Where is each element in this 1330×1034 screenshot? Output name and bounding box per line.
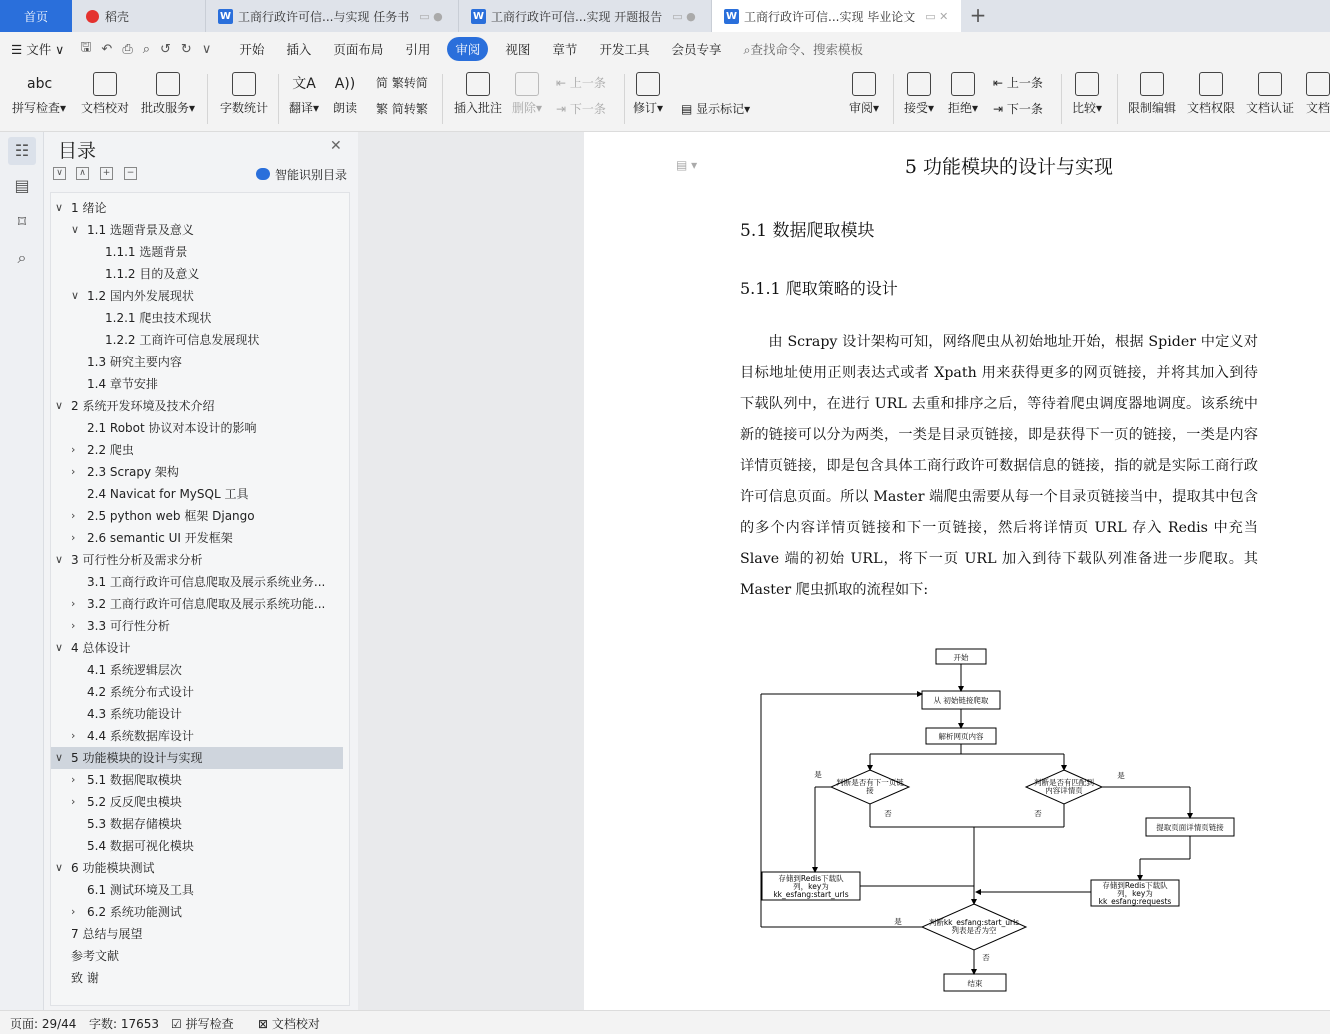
toc-item-label: 4.3 系统功能设计	[87, 707, 182, 721]
ribbon-divider	[624, 74, 625, 124]
search-icon: ⌕	[743, 42, 751, 57]
menu-bar	[0, 32, 1330, 66]
reject-icon	[951, 72, 975, 96]
toc-item-label: 6 功能模块测试	[71, 861, 155, 875]
toc-item-label: 5.1 数据爬取模块	[87, 773, 182, 787]
toc-item-label: 2.4 Navicat for MySQL 工具	[87, 487, 249, 501]
toc-item[interactable]	[51, 813, 343, 835]
status-proofread[interactable]	[258, 1015, 320, 1032]
add-heading-icon[interactable]: +	[100, 167, 113, 180]
compare-label: 比较	[1072, 101, 1097, 115]
insert-comment-button[interactable]	[454, 72, 502, 116]
toc-item[interactable]	[51, 527, 343, 549]
toc-item[interactable]	[51, 417, 343, 439]
toc-item[interactable]	[51, 351, 343, 373]
compare-button[interactable]: 比较▾	[1072, 72, 1102, 116]
toc-item-label: 4.1 系统逻辑层次	[87, 663, 182, 677]
toc-item[interactable]	[51, 879, 343, 901]
permission-icon	[1199, 72, 1223, 96]
next-change-label: 下一条	[1006, 102, 1043, 116]
flow-no-label-2: 否	[1034, 809, 1042, 818]
tab-home[interactable]	[0, 0, 72, 32]
next-change-button[interactable]	[993, 100, 1043, 117]
redo-icon[interactable]: ↻	[180, 41, 192, 57]
toc-item[interactable]	[51, 769, 343, 791]
translate-button[interactable]: 文A 翻译▾	[289, 72, 319, 116]
toc-item[interactable]	[51, 637, 343, 659]
flow-no-label-1: 否	[884, 809, 892, 818]
tab-doc-task[interactable]	[205, 0, 455, 32]
simp-to-trad-label: 简转繁	[391, 102, 428, 116]
comment-delete-icon	[515, 72, 539, 96]
proof-box-icon: ⊠	[258, 1017, 272, 1031]
toc-item[interactable]	[51, 593, 343, 615]
delete-comment-label: 删除	[512, 101, 537, 115]
menu-insert[interactable]: 插入	[286, 42, 312, 57]
track-changes-icon	[636, 72, 660, 96]
accept-label: 接受	[904, 101, 929, 115]
toc-item-label: 1.2 国内外发展现状	[87, 289, 194, 303]
flow-parse-text: 解析网页内容	[938, 732, 984, 741]
toc-item-label: 1.1 选题背景及意义	[87, 223, 194, 237]
review-pane-icon	[852, 72, 876, 96]
status-proof-label: 文档校对	[271, 1017, 320, 1031]
correction-service-button[interactable]: 批改服务▾	[141, 72, 195, 116]
toc-item-label: 1.1.2 目的及意义	[105, 267, 200, 281]
status-bar	[0, 1010, 1330, 1034]
doc-certify-label: 文档认证	[1246, 101, 1295, 115]
next-comment-icon: ⇥	[556, 102, 570, 116]
toc-item[interactable]	[51, 461, 343, 483]
toc-item[interactable]	[51, 857, 343, 879]
toc-item[interactable]	[51, 835, 343, 857]
toc-item[interactable]	[51, 197, 343, 219]
abc-icon: abc	[27, 76, 53, 92]
menu-chapter[interactable]: 章节	[552, 42, 578, 57]
preview-icon[interactable]: ⌕	[142, 41, 150, 57]
translate-label: 翻译	[289, 101, 314, 115]
chevron-right-icon[interactable]: ›	[71, 795, 76, 808]
toc-item-label: 4 总体设计	[71, 641, 131, 655]
toc-item[interactable]	[51, 329, 343, 351]
chevron-right-icon[interactable]: ›	[71, 597, 76, 610]
undo-history-icon[interactable]: ↶	[101, 41, 113, 57]
review-pane-label: 审阅	[849, 101, 874, 115]
expand-up-icon[interactable]: ∧	[76, 167, 89, 180]
toc-item-label: 5 功能模块的设计与实现	[71, 751, 203, 765]
toc-item[interactable]	[51, 241, 343, 263]
chapter-nav-icon[interactable]: ▤	[14, 176, 30, 195]
word-doc-icon: W	[472, 10, 485, 22]
tab-daoke[interactable]	[72, 0, 198, 32]
flow-store-start-text-1: 存储到Redis下载队	[778, 874, 844, 883]
toc-item-label: 参考文献	[71, 949, 120, 963]
status-spell-label: 拼写检查	[185, 1017, 234, 1031]
checkbox-icon: ☑	[171, 1017, 186, 1031]
chevron-right-icon[interactable]: ›	[71, 729, 76, 742]
flow-store-req-text-1: 存储到Redis下载队	[1102, 881, 1168, 890]
toc-item-label: 3.2 工商行政许可信息爬取及展示系统功能...	[87, 597, 326, 611]
ribbon-divider	[442, 74, 443, 124]
chevron-down-icon[interactable]: ∨	[55, 399, 64, 412]
toc-item[interactable]	[51, 395, 343, 417]
correction-icon	[156, 72, 180, 96]
simp-to-trad-button[interactable]	[376, 100, 428, 117]
toc-item-label: 6.1 测试环境及工具	[87, 883, 194, 897]
page-doc-icon[interactable]: ▤ ▾	[676, 158, 698, 172]
flow-extract-text: 提取页面详情页链接	[1156, 823, 1224, 832]
toc-item-label: 2.6 semantic UI 开发框架	[87, 531, 233, 545]
flow-no-label-3: 否	[982, 953, 990, 962]
compare-icon	[1075, 72, 1099, 96]
toc-item[interactable]	[51, 373, 343, 395]
toc-item[interactable]	[51, 483, 343, 505]
read-aloud-label: 朗读	[333, 101, 358, 115]
smart-toc-label: 智能识别目录	[275, 168, 348, 182]
status-spell-check[interactable]	[171, 1015, 234, 1032]
chevron-down-icon[interactable]: ∨	[55, 861, 64, 874]
doc-more-button[interactable]	[1306, 72, 1330, 116]
chevron-down-icon[interactable]: ∨	[55, 641, 64, 654]
reject-label: 拒绝	[948, 101, 973, 115]
next-change-icon: ⇥	[993, 102, 1007, 116]
lock-icon	[1140, 72, 1164, 96]
tab-doc-proposal-label: 工商行政许可信...实现 开题报告	[491, 9, 663, 24]
page-indicator[interactable]: 页面: 29/44	[10, 1017, 77, 1031]
show-markup-button[interactable]: ▤ 显示标记▾	[681, 102, 751, 116]
menu-start[interactable]: 开始	[239, 42, 265, 57]
menu-review[interactable]: 审阅	[447, 37, 488, 61]
toc-item-label: 6.2 系统功能测试	[87, 905, 182, 919]
read-aloud-button[interactable]	[333, 72, 357, 116]
flow-judge-detail-text-2: 内容详情页	[1045, 786, 1083, 795]
tab-doc-task-label: 工商行政许可信...与实现 任务书	[238, 9, 410, 24]
toc-item-label: 3.1 工商行政许可信息爬取及展示系统业务...	[87, 575, 326, 589]
toc-list	[50, 192, 350, 1006]
toc-item[interactable]	[51, 439, 343, 461]
bookmark-icon[interactable]: ⌑	[17, 212, 27, 231]
flow-judge-empty-text-2: 列表是否为空	[951, 926, 997, 935]
toc-item[interactable]	[51, 549, 343, 571]
toc-item-label: 5.4 数据可视化模块	[87, 839, 194, 853]
chevron-right-icon[interactable]: ›	[71, 773, 76, 786]
translate-icon: 文A	[292, 76, 316, 92]
proofread-icon	[93, 72, 117, 96]
doc-certify-button[interactable]	[1246, 72, 1294, 116]
toc-panel	[44, 132, 358, 1010]
toc-title: 目录	[58, 140, 97, 162]
menu-view[interactable]: 视图	[505, 42, 531, 57]
flow-store-start-text-3: kk_esfang:start_urls	[773, 890, 849, 899]
ribbon-divider	[207, 74, 208, 124]
tab-status-icon: ▭ ●	[672, 9, 696, 23]
toc-item-label: 2 系统开发环境及技术介绍	[71, 399, 215, 413]
spell-check-label: 拼写检查	[12, 101, 61, 115]
accept-icon	[907, 72, 931, 96]
body-paragraph: 由 Scrapy 设计架构可知，网络爬虫从初始地址开始，根据 Spider 中定义对目标地址使用正则表达式或者 Xpath 用来获得更多的网页链接，并将其加入到待下载队列中，在进行 URL 去重和排序之后，等待着爬虫调度器地调度。该系统中新的链接可以分为两类，一类是目录页链接，即是获得下一页的链接，一类是内容详情页链接，即是包含具体工商行政许可数据信息的链接，指的就是实际工商行政许可信息页面。所以 Master 端爬虫需要从每一个目录页链接当中，提取其中包含的多个内容详情页链接和下一页链接，然后将详情页 URL 存入 Redis 中充当 Slave 端的初始 URL，将下一页 URL 加入到待下载队列准备进一步爬取。其 Master 爬虫抓取的流程如下:	[740, 334, 1258, 598]
word-doc-icon: W	[219, 10, 232, 22]
toc-item[interactable]	[51, 945, 343, 967]
prev-change-icon: ⇤	[993, 76, 1007, 90]
chevron-right-icon[interactable]: ›	[71, 509, 76, 522]
flow-yes-label-1: 是	[814, 770, 822, 779]
read-aloud-icon: A))	[334, 76, 356, 92]
track-changes-button[interactable]: 修订▾	[633, 72, 663, 116]
toc-item-label: 2.5 python web 框架 Django	[87, 509, 255, 523]
flowchart-right-branch	[584, 132, 1330, 1010]
word-doc-icon: W	[725, 10, 738, 22]
menu-file-label: 文件	[26, 42, 52, 57]
track-changes-label: 修订	[633, 101, 658, 115]
chevron-down-icon[interactable]: ∨	[55, 201, 64, 214]
prev-comment-button[interactable]	[556, 74, 606, 91]
trad-to-simp-icon: 简	[376, 76, 392, 90]
chapter-heading: 5 功能模块的设计与实现	[904, 156, 1114, 178]
trad-to-simp-button[interactable]	[376, 74, 428, 91]
toc-item-label: 2.1 Robot 协议对本设计的影响	[87, 421, 257, 435]
prev-comment-label: 上一条	[569, 76, 606, 90]
tab-doc-thesis-label: 工商行政许可信...实现 毕业论文	[744, 9, 916, 24]
smart-toc-icon	[256, 168, 270, 180]
toc-item-label: 2.3 Scrapy 架构	[87, 465, 179, 479]
more-icon[interactable]: ∨	[201, 41, 212, 57]
flow-judge-next-text-2: 接	[866, 786, 874, 795]
flow-store-req-text-3: kk_esfang:requests	[1098, 897, 1172, 906]
correction-service-label: 批改服务	[141, 101, 190, 115]
daoke-icon	[86, 10, 99, 23]
doc-more-label: 文档	[1306, 101, 1330, 115]
tab-bar	[0, 0, 1330, 32]
subsection-heading: 5.1.1 爬取策略的设计	[740, 279, 898, 298]
comment-plus-icon	[466, 72, 490, 96]
prev-change-label: 上一条	[1006, 76, 1043, 90]
word-count-indicator[interactable]: 字数: 17653	[89, 1017, 160, 1031]
doc-more-icon	[1306, 72, 1330, 96]
toc-item-label: 5.2 反反爬虫模块	[87, 795, 182, 809]
remove-heading-icon[interactable]: −	[124, 167, 137, 180]
toc-item-label: 1.1.1 选题背景	[105, 245, 188, 259]
flow-judge-next-text-1: 判断是否有下一页链	[836, 778, 904, 787]
flow-crawl-text: 从 初始链接爬取	[933, 696, 989, 705]
chevron-right-icon[interactable]: ›	[71, 905, 76, 918]
flow-judge-empty-text-1: 判断kk_esfang:start_urls	[928, 918, 1020, 927]
flow-store-req-text-2: 列，key为	[1117, 889, 1153, 898]
prev-change-button[interactable]	[993, 74, 1043, 91]
ribbon-divider	[893, 74, 894, 124]
flow-yes-label-2: 是	[894, 917, 902, 926]
toc-item-label: 1.4 章节安排	[87, 377, 158, 391]
save-icon[interactable]: 🖫	[80, 40, 92, 55]
show-markup-label: 显示标记	[696, 102, 745, 116]
doc-proofread-label: 文档校对	[81, 101, 130, 115]
trad-to-simp-label: 繁转简	[391, 76, 428, 90]
word-count-button[interactable]	[220, 72, 268, 116]
close-icon[interactable]: ✕	[330, 138, 342, 154]
undo-icon[interactable]: ↺	[160, 41, 171, 57]
doc-proofread-button[interactable]	[81, 72, 129, 116]
chevron-down-icon[interactable]: ∨	[71, 289, 80, 302]
chevron-down-icon[interactable]: ∨	[71, 223, 80, 236]
flow-store-start-text-2: 列，key为	[793, 882, 829, 891]
collapse-all-icon[interactable]: ∨	[53, 167, 66, 180]
menu-layout[interactable]: 页面布局	[333, 42, 384, 57]
ribbon	[0, 66, 1330, 132]
command-search-placeholder: 查找命令、搜索模板	[750, 42, 863, 57]
toc-item-label: 致 谢	[71, 971, 99, 985]
flow-yes-label-3: 是	[1117, 771, 1125, 780]
show-markup-icon: ▤	[681, 102, 697, 116]
toc-item[interactable]	[51, 967, 343, 989]
insert-comment-label: 插入批注	[454, 101, 503, 115]
section-heading: 5.1 数据爬取模块	[740, 221, 875, 241]
menu-file[interactable]: ☰ 文件 ∨	[11, 42, 65, 57]
toc-item[interactable]	[51, 681, 343, 703]
toc-item[interactable]	[51, 219, 343, 241]
toc-item[interactable]	[51, 263, 343, 285]
chevron-right-icon[interactable]: ›	[71, 619, 76, 632]
chevron-down-icon[interactable]: ∨	[55, 553, 64, 566]
spell-check-button[interactable]: abc 拼写检查▾	[12, 72, 66, 116]
ribbon-divider	[1117, 74, 1118, 124]
toc-item[interactable]	[51, 923, 343, 945]
next-comment-button[interactable]	[556, 100, 606, 117]
toc-item[interactable]	[51, 285, 343, 307]
simp-to-trad-icon: 繁	[376, 102, 392, 116]
chevron-right-icon[interactable]: ›	[71, 531, 76, 544]
find-icon[interactable]: ⌕	[17, 248, 27, 267]
toc-item-label: 3 可行性分析及需求分析	[71, 553, 203, 567]
restrict-editing-label: 限制编辑	[1128, 101, 1177, 115]
toc-item[interactable]	[51, 703, 343, 725]
tab-daoke-label: 稻壳	[105, 9, 130, 24]
reject-button[interactable]: 拒绝▾	[948, 72, 978, 116]
command-search[interactable]	[732, 40, 874, 58]
toc-item[interactable]	[51, 659, 343, 681]
ribbon-divider	[278, 74, 279, 124]
toc-item[interactable]	[51, 615, 343, 637]
accept-button[interactable]: 接受▾	[904, 72, 934, 116]
certify-icon	[1258, 72, 1282, 96]
doc-permission-label: 文档权限	[1187, 101, 1236, 115]
flow-judge-detail-text-1: 判断是否有匹配到	[1034, 778, 1094, 787]
chevron-right-icon[interactable]: ›	[71, 443, 76, 456]
restrict-editing-button[interactable]	[1128, 72, 1176, 116]
delete-comment-button[interactable]: 删除▾	[512, 72, 542, 116]
flow-end-text: 结束	[967, 979, 983, 988]
toc-item[interactable]	[51, 901, 343, 923]
new-tab-button[interactable]: +	[969, 3, 987, 27]
toc-item[interactable]	[51, 725, 343, 747]
page-margin-area	[358, 132, 584, 1010]
doc-permission-button[interactable]	[1187, 72, 1235, 116]
tab-status-icon: ▭ ●	[419, 9, 443, 23]
toc-item[interactable]	[51, 747, 343, 769]
chevron-down-icon[interactable]: ∨	[55, 751, 64, 764]
nav-strip	[0, 132, 44, 1010]
tab-doc-thesis[interactable]	[711, 0, 961, 32]
tab-doc-proposal[interactable]	[458, 0, 708, 32]
tab-close-icon[interactable]: ▭ ✕	[925, 9, 949, 23]
toc-item-label: 5.3 数据存储模块	[87, 817, 182, 831]
flow-start-text: 开始	[953, 653, 969, 662]
toc-item-label: 1.2.2 工商许可信息发展现状	[105, 333, 260, 347]
toc-item[interactable]	[51, 505, 343, 527]
toc-item-label: 1 绪论	[71, 201, 107, 215]
toc-item[interactable]	[51, 307, 343, 329]
tab-home-label: 首页	[23, 9, 48, 24]
word-count-label: 字数统计	[220, 101, 269, 115]
word-count-icon	[232, 72, 256, 96]
next-comment-label: 下一条	[569, 102, 606, 116]
toc-item-label: 7 总结与展望	[71, 927, 143, 941]
toc-panel-icon[interactable]: ☷	[8, 137, 36, 165]
review-pane-button[interactable]: 审阅▾	[849, 72, 879, 116]
menu-reference[interactable]: 引用	[405, 42, 431, 57]
toc-item-label: 3.3 可行性分析	[87, 619, 170, 633]
chevron-right-icon[interactable]: ›	[71, 465, 76, 478]
toc-item-label: 4.4 系统数据库设计	[87, 729, 194, 743]
print-icon[interactable]: ⎙	[122, 41, 133, 57]
toc-item-label: 4.2 系统分布式设计	[87, 685, 194, 699]
prev-comment-icon: ⇤	[556, 76, 570, 90]
smart-toc-button[interactable]	[256, 166, 347, 183]
toc-item-label: 1.2.1 爬虫技术现状	[105, 311, 212, 325]
toc-item-label: 1.3 研究主要内容	[87, 355, 182, 369]
menu-devtools[interactable]: 开发工具	[599, 42, 650, 57]
toc-item-label: 2.2 爬虫	[87, 443, 134, 457]
ribbon-divider	[1061, 74, 1062, 124]
toc-item[interactable]	[51, 791, 343, 813]
menu-member[interactable]: 会员专享	[671, 42, 722, 57]
toc-item[interactable]	[51, 571, 343, 593]
